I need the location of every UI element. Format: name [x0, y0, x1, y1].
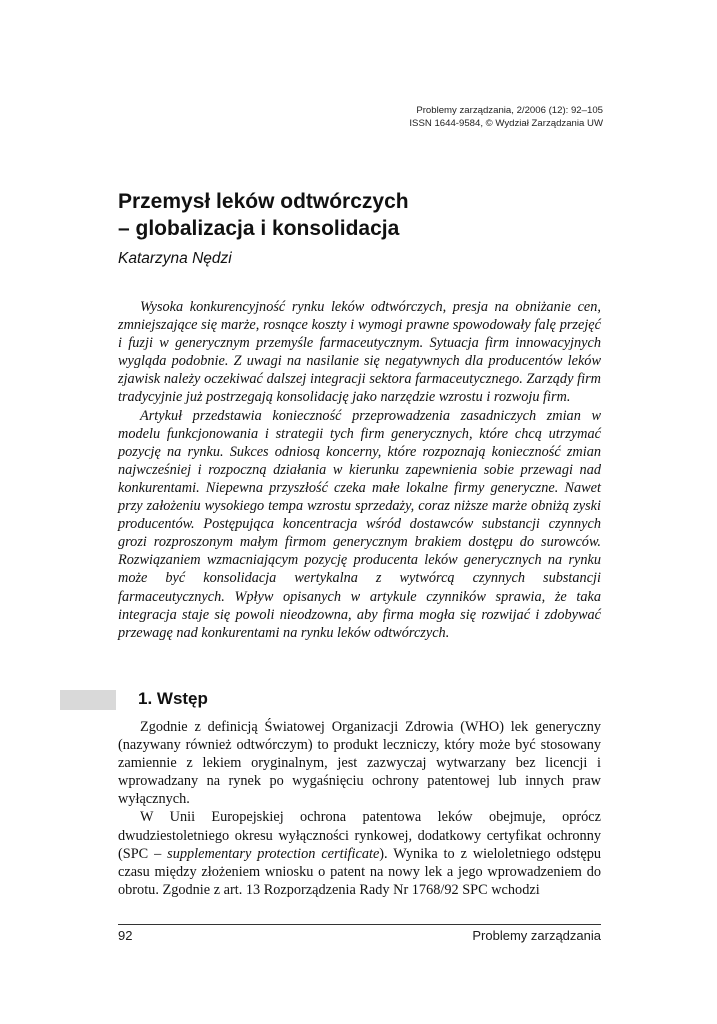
abstract-paragraph-1: Wysoka konkurencyjność rynku leków odtwórczych, presja na obniżanie cen, zmniejszające się marże, rosnące koszty i wymogi prawne spowodowały falę przejęć i fuzji w generycznym przemyśle farmaceutycznym. Sytuacja firm innowacyjnych wygląda podobnie. Z uwagi na nasilanie się negatywnych dla producentów leków zjawisk należy oczekiwać dalszej integracji sektora farmaceutycznego. Zarządy firm tradycyjnie już postrzegają konsolidację jako narzędzie wzrostu i rozwoju firm.	[118, 299, 601, 406]
article-author: Katarzyna Nędzi	[118, 250, 232, 267]
journal-citation: Problemy zarządzania, 2/2006 (12): 92–105	[416, 105, 603, 116]
body-paragraph-2	[118, 808, 601, 898]
article-title-line-2: – globalizacja i konsolidacja	[118, 217, 400, 240]
article-title	[118, 188, 598, 242]
abstract-paragraph-2: Artykuł przedstawia konieczność przeprowadzenia zasadniczych zmian w modelu funkcjonowania i strategii tych firm generycznych, które chcą utrzymać pozycję na rynku. Sukces odniosą koncerny, które rozpoznają konieczność zmian najwcześniej i rozpoczną działania w kierunku zapewnienia sobie przewagi nad konkurentami. Niepewna przyszłość czeka małe lokalne firmy generyczne. Nawet przy założeniu wysokiego tempa wzrostu sprzedaży, coraz niższe marże obniżą zyski producentów. Postępująca koncentracja wśród dostawców substancji czynnych grozi rozproszonym małym firmom generycznym brakiem dostępu do surowców. Rozwiązaniem wzmacniającym pozycję producenta leków generycznych na rynku może być konsolidacja wertykalna z wytwórcą czynnych substancji farmaceutycznych. Wpływ opisanych w artykule czynników sprawia, że taka integracja staje się powoli nieodzowna, aby firma mogła się rozwijać i zdobywać przewagę nad konkurentami na rynku leków odtwórczych.	[118, 407, 601, 641]
body-paragraph-2-start: W Unii Europejskiej ochrona patentowa leków obejmuje, oprócz dwudziestoletniego okresu wyłączności rynkowej, dodatkowy certyfikat ochronny (SPC –	[118, 809, 601, 862]
footer-journal-name: Problemy zarządzania	[472, 928, 601, 943]
journal-header	[409, 104, 603, 130]
body-paragraph-1: Zgodnie z definicją Światowej Organizacji Zdrowia (WHO) lek generyczny (nazywany również odtwórczym) to produkt leczniczy, który może być stosowany zamiennie z lekiem oryginalnym, jest zazwyczaj wytwarzany bez licencji i wprowadzany na rynek po wygaśnięciu ochrony patentowej lub innych praw wyłącznych.	[118, 719, 601, 808]
section-marker-bar	[60, 690, 116, 710]
abstract	[118, 298, 601, 642]
body-paragraph-2-italic-term: supplementary protection certificate	[167, 845, 380, 862]
body-paragraph-2-end: ). Wynika to z wieloletniego odstępu czasu między złożeniem wniosku o patent na nowy lek a jego wprowadzeniem do obrotu. Zgodnie z art. 13 Rozporządzenia Rady Nr 1768/92 SPC wchodzi	[118, 845, 601, 898]
page-number: 92	[118, 928, 133, 943]
section-body	[118, 718, 601, 899]
footer-divider	[118, 924, 601, 925]
section-heading: 1. Wstęp	[138, 689, 208, 708]
journal-issn: ISSN 1644-9584, © Wydział Zarządzania UW	[409, 118, 603, 129]
article-title-line-1: Przemysł leków odtwórczych	[118, 190, 409, 213]
